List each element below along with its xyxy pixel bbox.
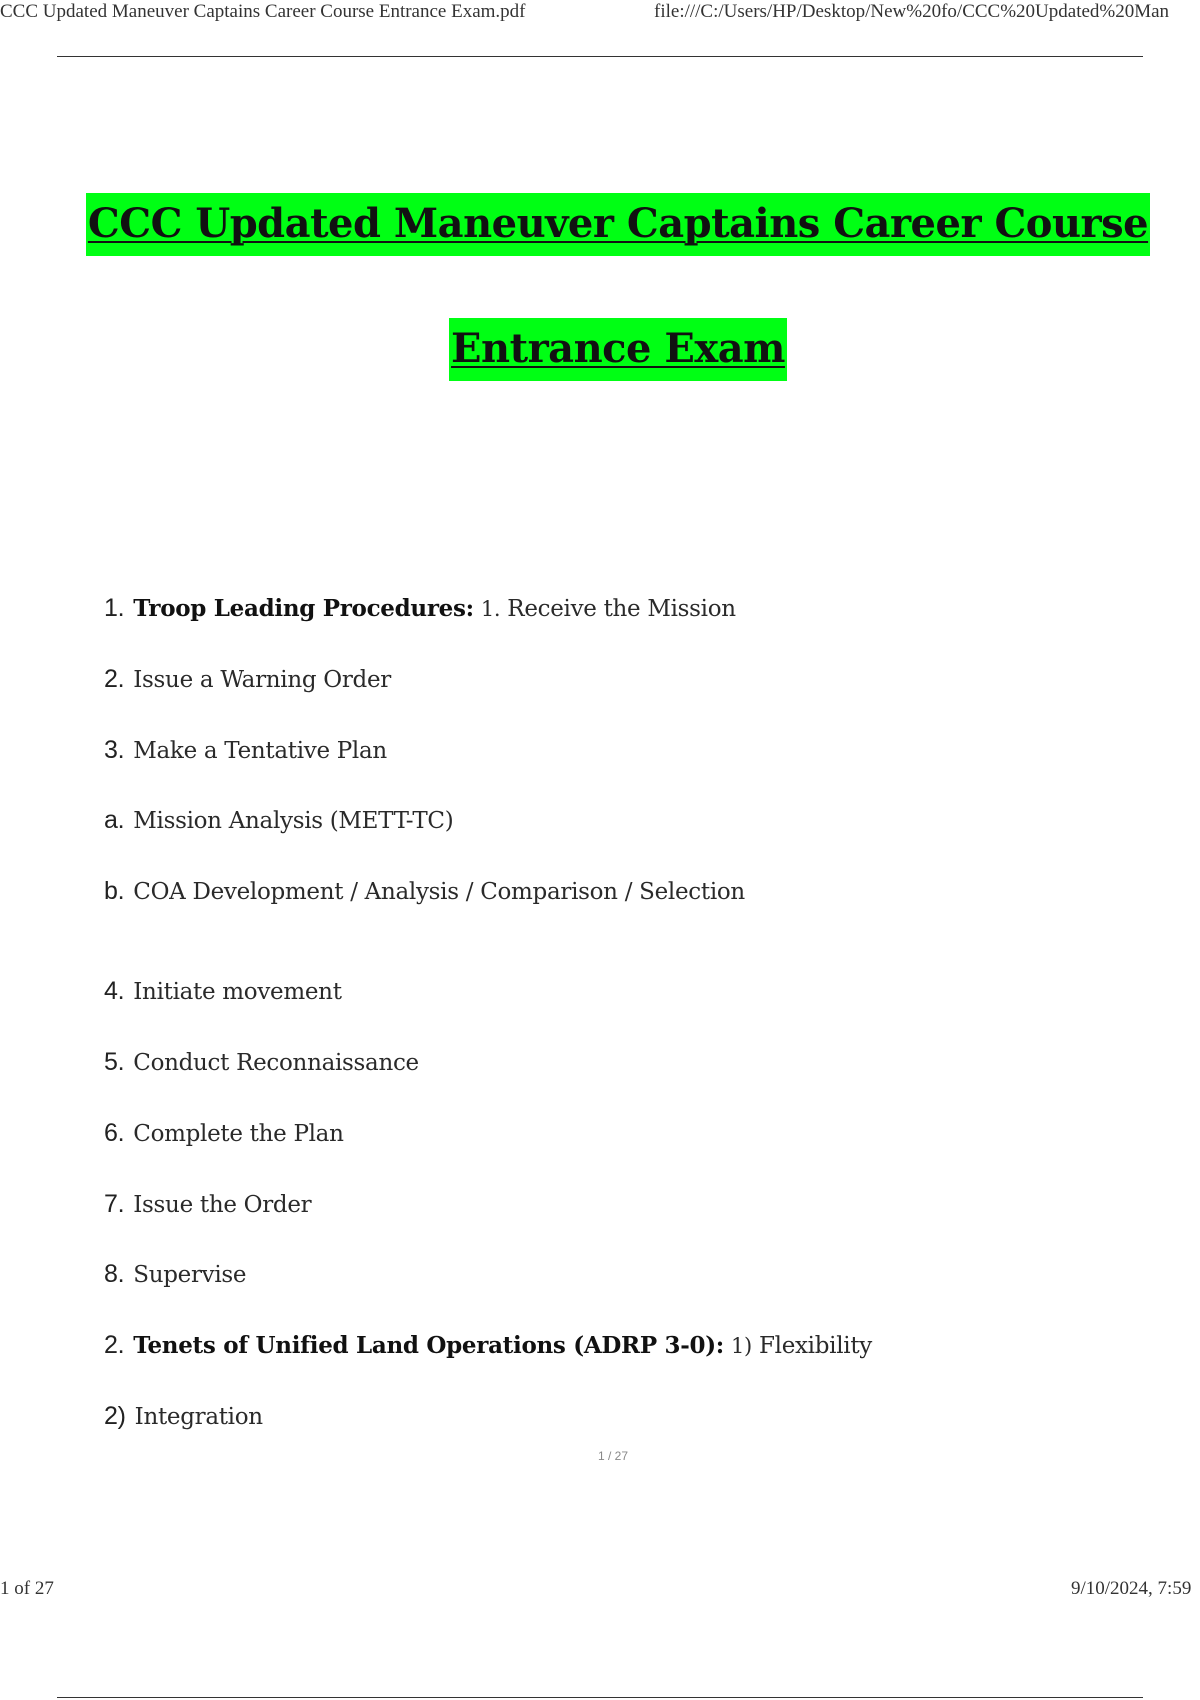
page-indicator: 1 / 27 bbox=[597, 1449, 629, 1463]
item-number: 2) bbox=[104, 1402, 126, 1430]
list-item bbox=[104, 806, 453, 835]
item-text: Complete the Plan bbox=[133, 1121, 344, 1147]
item-text: Receive the Mission bbox=[507, 596, 736, 622]
page-title-line-2 bbox=[0, 325, 1200, 372]
item-number: 3. bbox=[104, 736, 125, 764]
item-number: 1. bbox=[104, 594, 125, 622]
document-title: CCC Updated Maneuver Captains Career Course Entrance Exam.pdf bbox=[0, 1, 526, 22]
item-number: 4. bbox=[104, 977, 125, 1005]
list-item bbox=[104, 877, 745, 906]
item-text: Make a Tentative Plan bbox=[133, 738, 387, 764]
list-item bbox=[104, 1402, 263, 1431]
item-number: 5. bbox=[104, 1048, 125, 1076]
item-number: b. bbox=[104, 877, 125, 905]
item-heading: Troop Leading Procedures: bbox=[133, 595, 474, 622]
list-item bbox=[104, 665, 391, 694]
item-sub-number: 1. bbox=[480, 597, 501, 621]
bottom-divider bbox=[57, 1697, 1143, 1698]
item-text: Issue the Order bbox=[133, 1192, 312, 1218]
item-number: a. bbox=[104, 806, 125, 834]
item-number: 2. bbox=[104, 665, 125, 693]
page-title-line-1 bbox=[0, 200, 1200, 247]
item-text: Issue a Warning Order bbox=[133, 667, 391, 693]
item-number: 2. bbox=[104, 1331, 125, 1359]
list-item bbox=[104, 1048, 419, 1077]
item-text: COA Development / Analysis / Comparison / Selection bbox=[133, 879, 745, 905]
list-item bbox=[104, 594, 736, 623]
footer-page-count: 1 of 27 bbox=[0, 1578, 54, 1599]
item-number: 6. bbox=[104, 1119, 125, 1147]
item-text: Conduct Reconnaissance bbox=[133, 1050, 419, 1076]
item-number: 8. bbox=[104, 1260, 125, 1288]
item-sub-number: 1) bbox=[731, 1334, 752, 1358]
list-item bbox=[104, 1190, 311, 1219]
item-number: 7. bbox=[104, 1190, 125, 1218]
item-text: Supervise bbox=[133, 1262, 247, 1288]
title-text-2: Entrance Exam bbox=[449, 318, 787, 381]
item-text: Flexibility bbox=[758, 1333, 872, 1359]
list-item bbox=[104, 1119, 344, 1148]
list-item bbox=[104, 977, 342, 1006]
top-divider bbox=[57, 56, 1143, 57]
item-text: Initiate movement bbox=[133, 979, 342, 1005]
file-path: file:///C:/Users/HP/Desktop/New%20fo/CCC%20Updated%20Man bbox=[654, 1, 1170, 22]
title-text-1: CCC Updated Maneuver Captains Career Course bbox=[86, 193, 1150, 256]
item-text: Integration bbox=[134, 1404, 263, 1430]
list-item bbox=[104, 1260, 246, 1289]
item-text: Mission Analysis (METT-TC) bbox=[133, 808, 454, 834]
list-item bbox=[104, 1331, 872, 1360]
item-heading: Tenets of Unified Land Operations (ADRP 3-0): bbox=[133, 1332, 724, 1359]
list-item bbox=[104, 736, 387, 765]
footer-datetime: 9/10/2024, 7:59 bbox=[1071, 1578, 1192, 1599]
